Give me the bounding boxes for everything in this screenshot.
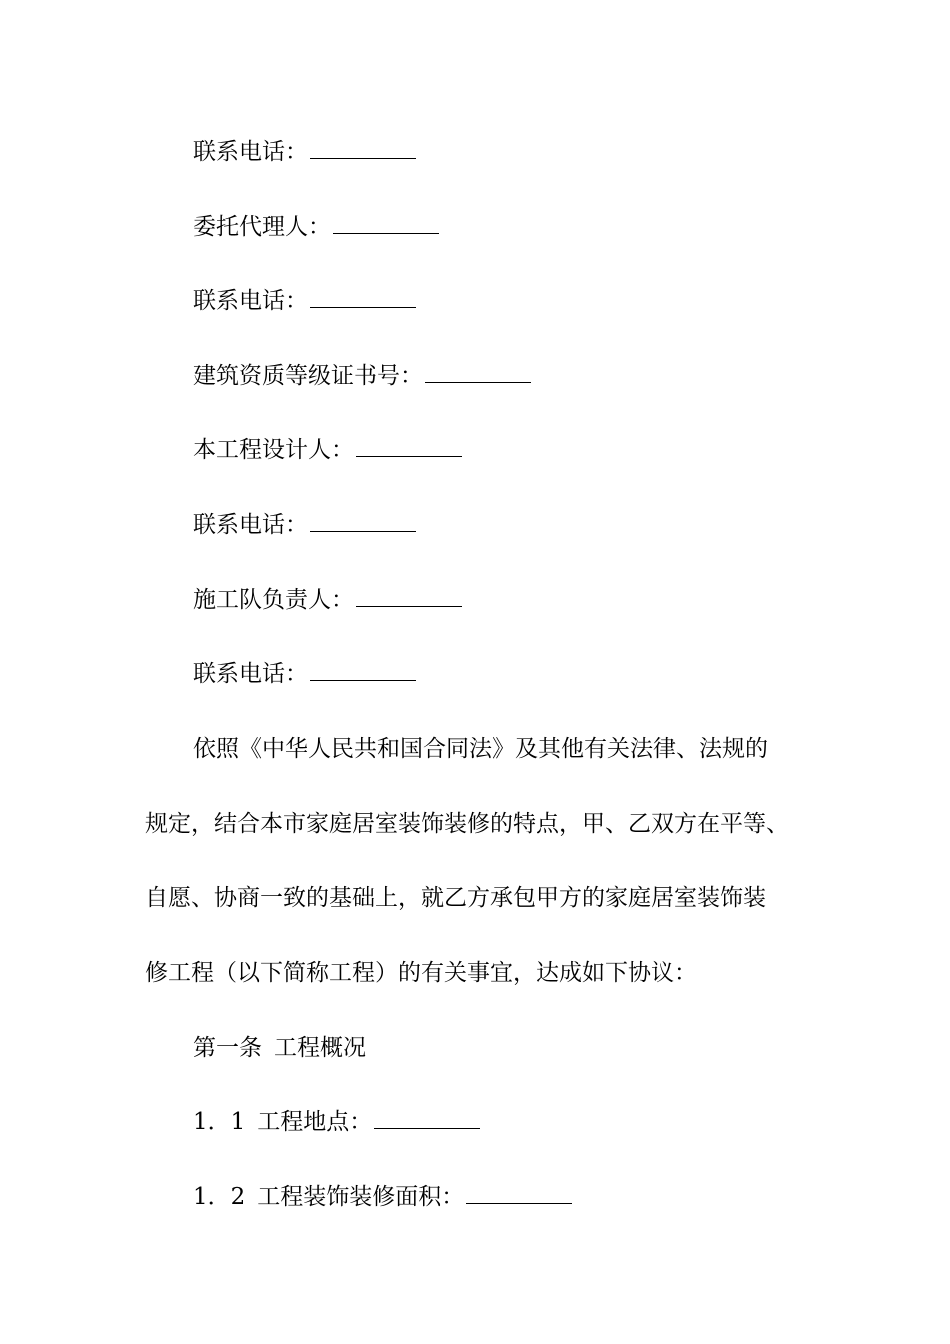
field-agent (193, 207, 439, 247)
fill-blank[interactable] (466, 1177, 572, 1204)
field-crew-leader (193, 580, 462, 620)
fill-blank[interactable] (425, 356, 531, 383)
article-heading (193, 1028, 366, 1068)
item-label: 工程地点： (257, 1109, 373, 1135)
item-project-area (193, 1177, 572, 1217)
field-qualification-cert (193, 356, 531, 396)
field-label: 委托代理人： (193, 214, 331, 240)
field-label: 本工程设计人： (193, 437, 354, 463)
fill-blank[interactable] (374, 1102, 480, 1129)
paragraph-line: 规定，结合本市家庭居室装饰装修的特点，甲、乙双方在平等、 (145, 811, 789, 837)
fill-blank[interactable] (356, 430, 462, 457)
fill-blank[interactable] (310, 281, 416, 308)
fill-blank[interactable] (310, 654, 416, 681)
field-label: 施工队负责人： (193, 587, 354, 613)
article-number: 第一条 (193, 1035, 262, 1061)
field-label: 联系电话： (193, 139, 308, 165)
field-contact-phone-4 (193, 654, 416, 694)
paragraph-line: 自愿、协商一致的基础上，就乙方承包甲方的家庭居室装饰装 (145, 885, 766, 911)
fill-blank[interactable] (310, 505, 416, 532)
article-title: 工程概况 (274, 1035, 366, 1061)
field-designer (193, 430, 462, 470)
field-label: 建筑资质等级证书号： (193, 363, 423, 389)
field-label: 联系电话： (193, 661, 308, 687)
item-label: 工程装饰装修面积： (257, 1184, 465, 1210)
paragraph-line: 修工程（以下简称工程）的有关事宜，达成如下协议： (145, 960, 697, 986)
paragraph-line: 依照《中华人民共和国合同法》及其他有关法律、法规的 (193, 736, 768, 762)
field-contact-phone-1 (193, 132, 416, 172)
fill-blank[interactable] (356, 580, 462, 607)
field-contact-phone-2 (193, 281, 416, 321)
fill-blank[interactable] (310, 132, 416, 159)
field-label: 联系电话： (193, 512, 308, 538)
field-contact-phone-3 (193, 505, 416, 545)
item-number: 1．1 (193, 1109, 246, 1135)
item-number: 1．2 (193, 1184, 246, 1210)
fill-blank[interactable] (333, 207, 439, 234)
field-label: 联系电话： (193, 288, 308, 314)
item-project-location (193, 1102, 480, 1142)
